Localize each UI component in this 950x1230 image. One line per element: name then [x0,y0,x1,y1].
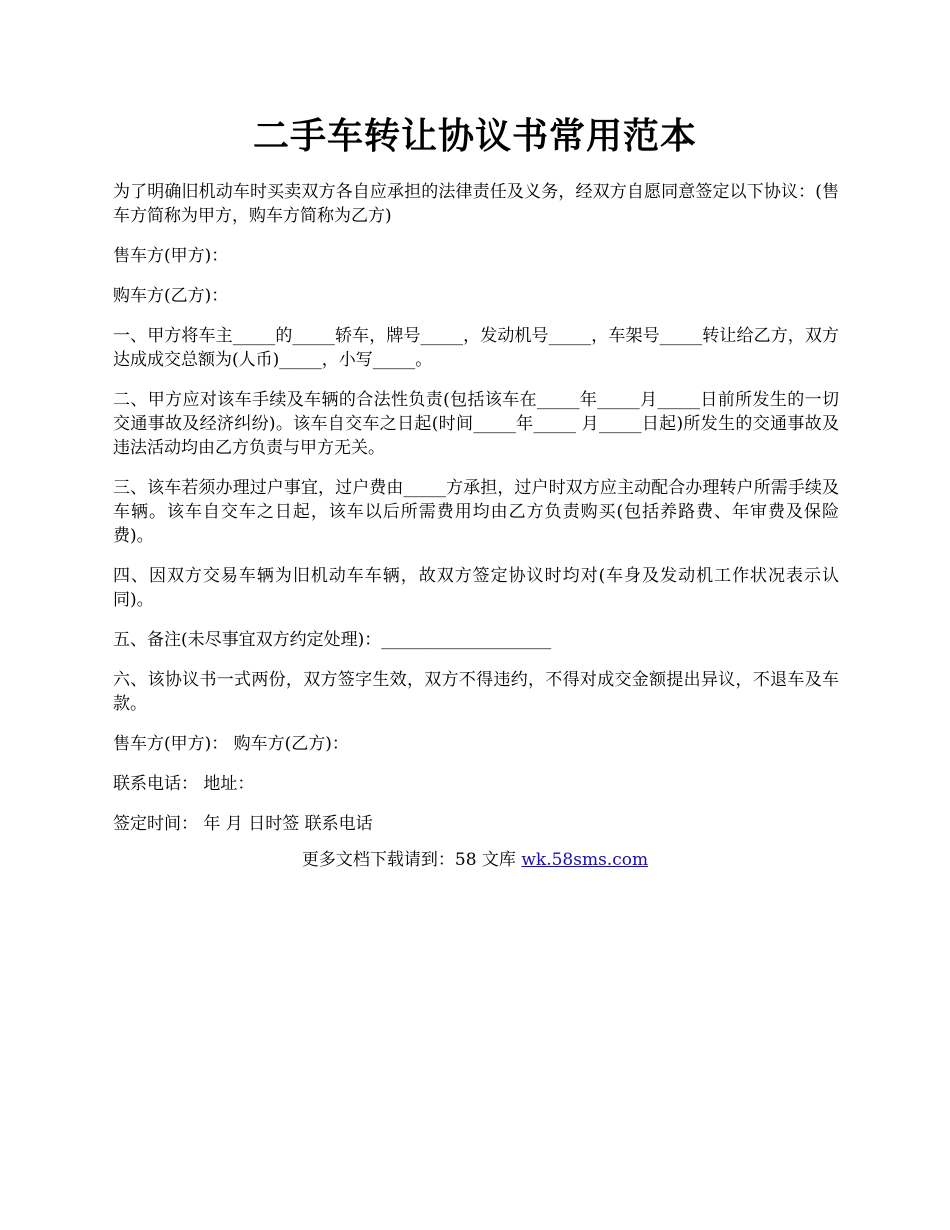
footer-link[interactable]: wk.58sms.com [521,850,649,870]
seller-line: 售车方(甲方)： [113,246,229,266]
clause-1: 一、甲方将车主_____的_____轿车，牌号_____，发动机号_____，车架号_____转让给乙方，双方达成成交总额为(人币)_____，小写_____。 [113,326,839,370]
clause-4: 四、因双方交易车辆为旧机动车车辆，故双方签定协议时均对(车身及发动机工作状况表示认同)。 [113,566,839,610]
signing-time-line: 签定时间： 年 月 日时签 联系电话 [113,814,373,834]
document-title: 二手车转让协议书常用范本 [252,115,697,157]
clause-3: 三、该车若须办理过户事宜，过户费由_____方承担，过户时双方应主动配合办理转户所需手续及车辆。该车自交车之日起，该车以后所需费用均由乙方负责购买(包括养路费、年审费及保险费)。 [113,478,839,546]
document-body [113,180,839,852]
buyer-line: 购车方(乙方)： [113,286,229,306]
clause-5: 五、备注(未尽事宜双方约定处理)：____________________ [113,630,552,650]
clause-6: 六、该协议书一式两份，双方签字生效，双方不得违约，不得对成交金额提出异议，不退车及车款。 [113,670,839,714]
intro-paragraph: 为了明确旧机动车时买卖双方各自应承担的法律责任及义务，经双方自愿同意签定以下协议：(售车方简称为甲方，购车方简称为乙方) [113,182,839,226]
footer [0,848,950,872]
signature-parties-line: 售车方(甲方)： 购车方(乙方)： [113,734,349,754]
footer-text: 更多文档下载请到：58 文库 [301,850,522,870]
contact-line: 联系电话： 地址： [113,774,255,794]
clause-2: 二、甲方应对该车手续及车辆的合法性负责(包括该车在_____年_____月_____日前所发生的一切交通事故及经济纠纷)。该车自交车之日起(时间_____年_____ 月_____日起)所发生的交通事故及违法活动均由乙方负责与甲方无关。 [113,390,839,458]
